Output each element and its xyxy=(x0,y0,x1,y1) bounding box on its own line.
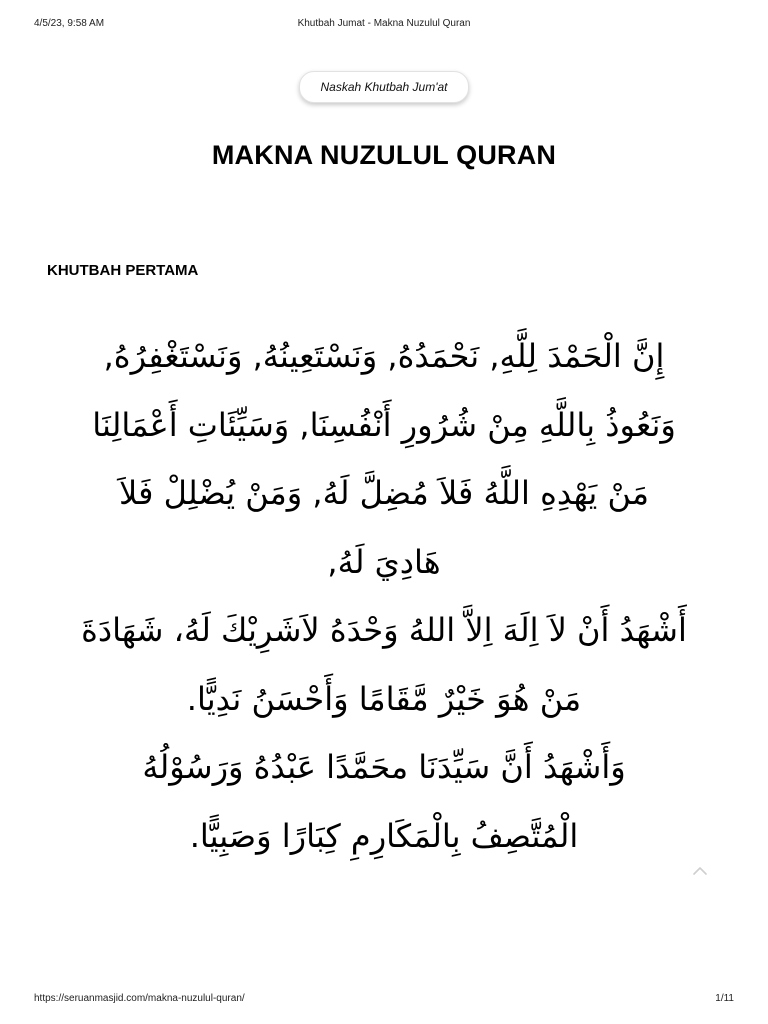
scroll-to-top-button[interactable] xyxy=(688,858,712,882)
chevron-up-icon xyxy=(693,866,707,875)
arabic-line: هَادِيَ لَهُ, xyxy=(327,542,441,581)
category-badge[interactable]: Naskah Khutbah Jum'at xyxy=(299,71,469,103)
badge-container xyxy=(0,71,768,103)
arabic-line: وَنَعُوذُ بِاللَّهِ مِنْ شُرُورِ أَنْفُسِنَا, وَسَيِّئَاتِ أَعْمَالِنَا xyxy=(92,405,676,444)
arabic-line: مَنْ يَهْدِهِ اللَّهُ فَلاَ مُضِلَّ لَهُ, وَمَنْ يُضْلِلْ فَلاَ xyxy=(119,474,649,512)
arabic-line: أَشْهَدُ أَنْ لاَ اِلَهَ اِلاَّ اللهُ وَحْدَهُ لاَشَرِيْكَ لَهُ، شَهَادَةَ xyxy=(81,611,687,649)
print-document-title: Khutbah Jumat - Makna Nuzulul Quran xyxy=(297,18,471,29)
print-header xyxy=(34,17,734,31)
print-url[interactable]: https://seruanmasjid.com/makna-nuzulul-quran/ xyxy=(34,993,245,1004)
print-date: 4/5/23, 9:58 AM xyxy=(34,18,105,29)
arabic-line: مَنْ هُوَ خَيْرٌ مَّقَامًا وَأَحْسَنُ نَدِيًّا. xyxy=(186,679,582,718)
page-number: 1/11 xyxy=(715,993,734,1004)
arabic-line: وَأَشْهَدُ أَنَّ سَيِّدَنَا محَمَّدًا عَبْدُهُ وَرَسُوْلُهُ xyxy=(142,748,626,786)
section-heading: KHUTBAH PERTAMA xyxy=(47,262,199,279)
page-title: MAKNA NUZULUL QURAN xyxy=(211,140,557,170)
arabic-text-block xyxy=(40,322,728,870)
arabic-line: الْمُتَّصِفُ بِالْمَكَارِمِ كِبَارًا وَصَبِيًّا. xyxy=(189,816,579,855)
arabic-line: إِنَّ الْحَمْدَ لِلَّهِ, نَحْمَدُهُ, وَنَسْتَعِينُهُ, وَنَسْتَغْفِرُهُ, xyxy=(103,337,665,375)
print-footer xyxy=(34,992,734,1006)
